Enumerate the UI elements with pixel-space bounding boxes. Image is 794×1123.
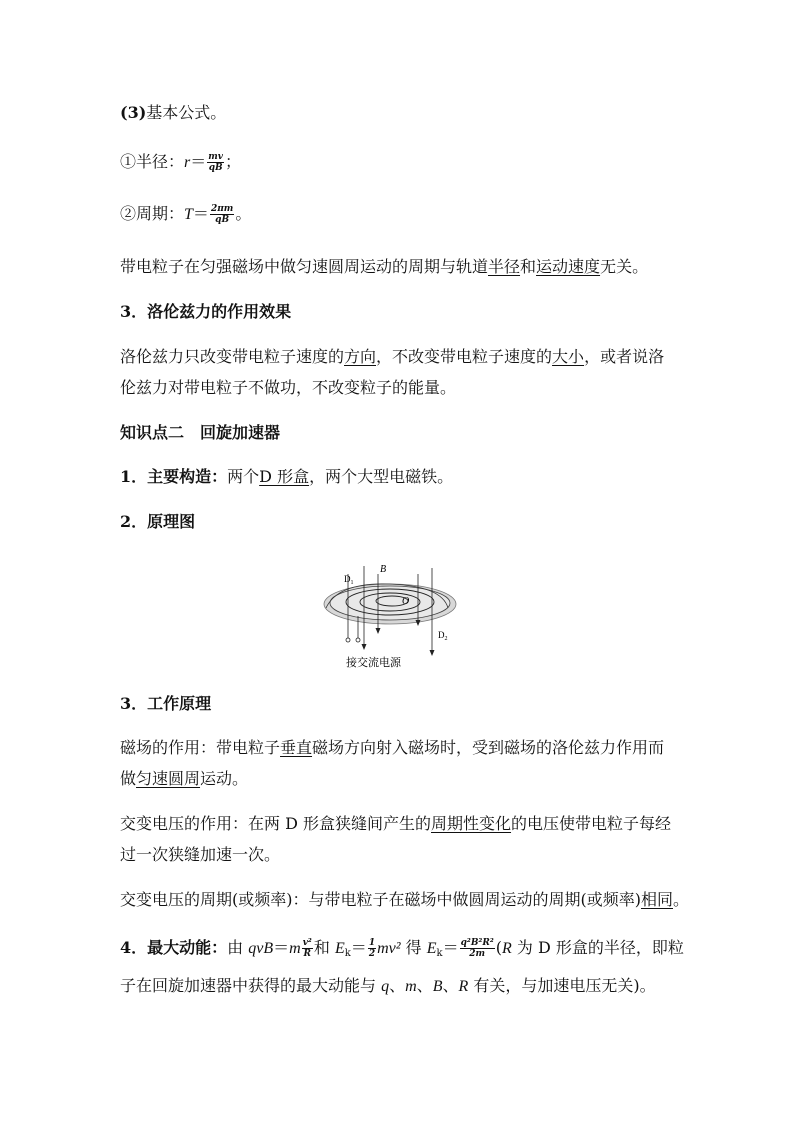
- mag-text-c: 做: [120, 769, 137, 788]
- subsection-label: (3): [120, 103, 147, 122]
- var-q: q: [381, 978, 390, 995]
- heading-lorentz-effect: 3．洛伦兹力的作用效果: [120, 302, 292, 321]
- max-energy-label: 4．最大动能：: [120, 938, 228, 957]
- fraction-v2-r: [302, 938, 313, 959]
- item-structure-label: 1．主要构造：: [120, 467, 228, 486]
- volt-text-a: 交变电压的作用：在两 D 形盒狭缝间产生的: [120, 814, 432, 833]
- heading-knowledge-point-2: 知识点二 回旋加速器: [120, 423, 281, 442]
- sep-3: 、: [442, 976, 459, 995]
- radius-numerator: mv: [208, 152, 224, 162]
- fraction-half-num: 1: [368, 938, 376, 948]
- mag-line-2: [120, 769, 248, 789]
- fraction-ek-den: 2m: [469, 949, 486, 959]
- max-energy-text-1: 由: [227, 938, 249, 957]
- period-note: [120, 257, 648, 277]
- radius-denominator: qB: [208, 163, 223, 173]
- field-arrow-1: [362, 644, 367, 650]
- note-text-1: 带电粒子在匀强磁场中做匀速圆周运动的周期与轨道: [120, 257, 489, 276]
- volt-line-2: 过一次狭缝加速一次。: [120, 845, 281, 864]
- subsection-basic-formula: [120, 103, 226, 123]
- expr-qvb: qvB: [248, 940, 274, 957]
- vper-text-a: 交变电压的周期(或频率)：与带电粒子在磁场中做圆周运动的周期(或频率): [120, 890, 641, 909]
- mag-underline-perpendicular: 垂直: [280, 738, 313, 757]
- subsection-text: 基本公式。: [146, 103, 227, 122]
- item-structure-text-2: ，两个大型电磁铁。: [309, 467, 454, 486]
- period-numerator: 2πm: [210, 204, 234, 214]
- expr-mv2: mv²: [377, 940, 401, 957]
- var-b: B: [432, 978, 443, 995]
- terminal-2: [356, 638, 360, 642]
- period-fraction: [210, 204, 234, 225]
- fraction-half-den: 2: [368, 949, 376, 959]
- radius-eq: ＝: [190, 152, 207, 171]
- volt-period-line: [120, 890, 689, 910]
- fraction-v2-r-den: R: [303, 949, 312, 959]
- text-get: 得: [400, 938, 427, 957]
- item-structure-text-1: 两个: [227, 467, 260, 486]
- label-d1: [344, 574, 354, 586]
- note-text-2: 和: [520, 257, 537, 276]
- max-energy-text-3: 子在回旋加速器中获得的最大动能与: [120, 976, 382, 995]
- label-b: B: [380, 564, 387, 575]
- max-energy-line-2: [120, 976, 656, 997]
- cyclotron-diagram: [318, 560, 458, 672]
- text-paren: (: [495, 938, 503, 957]
- vper-underline-same: 相同: [640, 890, 673, 909]
- label-d2: [438, 630, 448, 642]
- period-end: 。: [235, 204, 252, 223]
- max-energy-text-2: 为 D 形盒的半径，即粒: [511, 938, 684, 957]
- fraction-ek-num: q²B²R²: [460, 938, 494, 948]
- eq-3: ＝: [442, 938, 459, 957]
- eq-2: ＝: [350, 938, 367, 957]
- period-lhs: T: [184, 206, 193, 223]
- heading-working-principle: 3．工作原理: [120, 694, 212, 713]
- note-underline-radius: 半径: [488, 257, 521, 276]
- var-r: R: [458, 978, 469, 995]
- radius-end: ；: [225, 152, 242, 171]
- volt-underline-periodic: 周期性变化: [431, 814, 512, 833]
- vper-text-b: 。: [673, 890, 690, 909]
- sep-2: 、: [416, 976, 433, 995]
- mag-text-a: 磁场的作用：带电粒子: [120, 738, 281, 757]
- radius-formula: [120, 152, 241, 173]
- text-and: 和: [313, 938, 335, 957]
- radius-prefix: ①半径：: [120, 152, 185, 171]
- var-m: m: [405, 978, 417, 995]
- mag-line-1: [120, 738, 664, 758]
- mag-text-b: 磁场方向射入磁场时，受到磁场的洛伦兹力作用而: [312, 738, 665, 757]
- heading-diagram: 2．原理图: [120, 512, 196, 531]
- effect-text-a: 洛伦兹力只改变带电粒子速度的: [120, 347, 345, 366]
- sep-1: 、: [389, 976, 406, 995]
- period-prefix: ②周期：: [120, 204, 185, 223]
- radius-lhs: r: [184, 154, 191, 171]
- period-eq: ＝: [192, 204, 209, 223]
- expr-e1-sub: k: [344, 948, 351, 959]
- mag-text-d: 运动。: [200, 769, 249, 788]
- eq-1: ＝: [273, 938, 290, 957]
- radius-fraction: [207, 152, 224, 173]
- item-structure: [120, 467, 453, 487]
- label-d2-subscript: 2: [444, 636, 448, 642]
- expr-r: R: [502, 940, 512, 957]
- effect-text-c: ，或者说洛: [584, 347, 665, 366]
- terminal-1: [346, 638, 350, 642]
- fraction-ek: [460, 938, 495, 959]
- expr-e2-sub: k: [436, 948, 443, 959]
- volt-text-b: 的电压使带电粒子每经: [511, 814, 672, 833]
- label-d1-letter: D: [344, 574, 351, 584]
- mag-underline-uniform-circular: 匀速圆周: [136, 769, 201, 788]
- fraction-half: [368, 938, 376, 959]
- label-d2-letter: D: [438, 630, 445, 640]
- effect-line-2: 伦兹力对带电粒子不做功，不改变粒子的能量。: [120, 378, 457, 397]
- item-structure-underline: D 形盒: [259, 467, 310, 486]
- max-energy-line-1: [120, 938, 684, 964]
- fraction-v2-r-num: v²: [302, 938, 312, 948]
- effect-text-b: ，不改变带电粒子速度的: [376, 347, 553, 366]
- effect-line-1: [120, 347, 664, 367]
- note-text-3: 无关。: [600, 257, 649, 276]
- field-arrow-4: [430, 650, 435, 656]
- expr-e1: E: [334, 940, 345, 957]
- effect-underline-direction: 方向: [344, 347, 377, 366]
- label-ac-source: 接交流电源: [346, 656, 401, 669]
- volt-line-1: [120, 814, 671, 834]
- effect-underline-magnitude: 大小: [552, 347, 585, 366]
- label-d1-subscript: 1: [350, 580, 354, 586]
- label-o: O: [402, 596, 410, 607]
- max-energy-text-4: 有关，与加速电压无关)。: [468, 976, 656, 995]
- period-denominator: qB: [215, 215, 230, 225]
- period-formula: [120, 204, 251, 225]
- expr-e2: E: [426, 940, 437, 957]
- field-arrow-2: [376, 628, 381, 634]
- expr-m: m: [289, 940, 301, 957]
- field-arrow-3: [416, 620, 421, 626]
- note-underline-speed: 运动速度: [536, 257, 601, 276]
